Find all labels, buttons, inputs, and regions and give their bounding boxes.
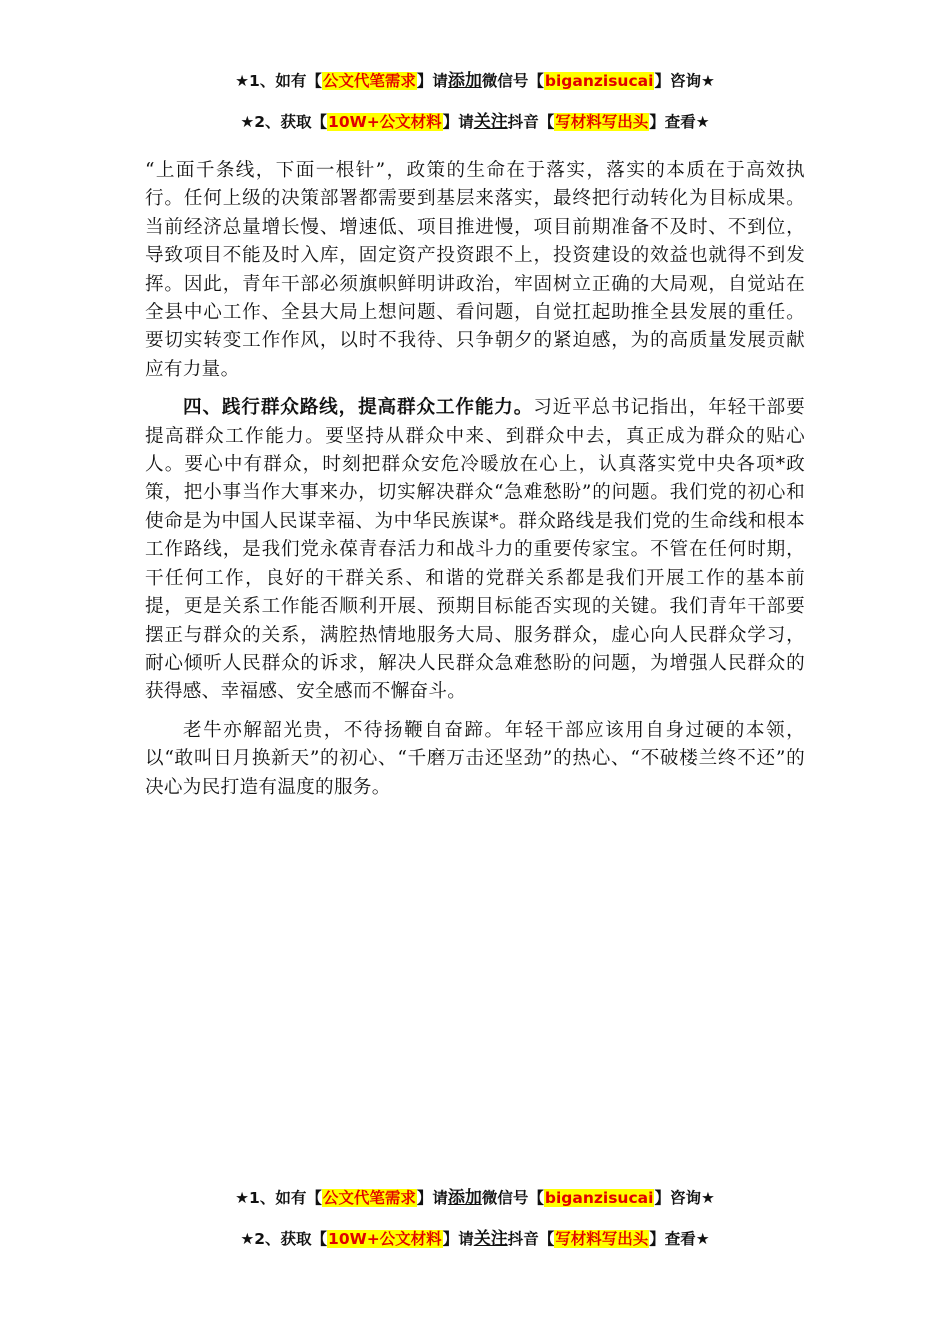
underlined-follow-text: 关注: [473, 112, 508, 132]
highlight-ghostwriting-service: 公文代笔需求: [322, 1189, 416, 1207]
banner-text: 】咨询★: [654, 72, 715, 90]
highlight-ghostwriting-service: 公文代笔需求: [322, 72, 416, 90]
banner-text: 】请: [442, 1230, 474, 1248]
banner-text: 】查看★: [649, 113, 710, 131]
header-banner-line-1: [0, 71, 950, 91]
body-paragraph-3: 老牛亦解韶光贵，不待扬鞭自奋蹄。年轻干部应该用自身过硬的本领，以“敢叫日月换新天”的初心、“千磨万击还坚劲”的热心、“不破楼兰终不还”的决心为民打造有温度的服务。: [145, 719, 805, 798]
highlight-materials: 10W+公文材料: [328, 1230, 442, 1248]
banner-text: ★2、获取【: [240, 113, 328, 131]
banner-text: ★1、如有【: [235, 1189, 322, 1207]
section-four-text: 习近平总书记指出，年轻干部要提高群众工作能力。要坚持从群众中来、到群众中去，真正成为群众的贴心人。要心中有群众，时刻把群众安危冷暖放在心上，认真落实党中央各项*政策，把小事当作大事来办，切实解决群众“急难愁盼”的问题。我们党的初心和使命是为中国人民谋幸福、为中华民族谋*。群众路线是我们党的生命线和根本工作路线，是我们党永葆青春活力和战斗力的重要传家宝。不管在任何时期，干任何工作，良好的干群关系、和谐的党群关系都是我们开展工作的基本前提，更是关系工作能否顺利开展、预期目标能否实现的关键。我们青年干部要摆正与群众的关系，满腔热情地服务大局、服务群众，虚心向人民群众学习，耐心倾听人民群众的诉求，解决人民群众急难愁盼的问题，为增强人民群众的获得感、幸福感、安全感而不懈奋斗。: [145, 397, 805, 703]
banner-text: 】请: [416, 72, 448, 90]
banner-text: 】咨询★: [654, 1189, 715, 1207]
highlight-wechat-id: biganzisucai: [544, 1189, 654, 1207]
underlined-add-text: 添加: [447, 71, 482, 91]
banner-text: 】查看★: [649, 1230, 710, 1248]
banner-text: ★2、获取【: [240, 1230, 328, 1248]
highlight-douyin-account: 写材料写出头: [555, 1230, 649, 1248]
body-paragraph-1: “上面千条线，下面一根针”，政策的生命在于落实，落实的本质在于高效执行。任何上级的决策部署都需要到基层来落实，最终把行动转化为目标成果。当前经济总量增长慢、增速低、项目推进慢，项目前期准备不及时、不到位，导致项目不能及时入库，固定资产投资跟不上，投资建设的效益也就得不到发挥。因此，青年干部必须旗帜鲜明讲政治，牢固树立正确的大局观，自觉站在全县中心工作、全县大局上想问题、看问题，自觉扛起助推全县发展的重任。要切实转变工作作风，以时不我待、只争朝夕的紧迫感，为的高质量发展贡献应有力量。: [145, 160, 805, 380]
underlined-add-text: 添加: [447, 1188, 482, 1208]
underlined-follow-text: 关注: [473, 1229, 508, 1249]
banner-text: 抖音【: [507, 1230, 555, 1248]
header-banner-line-2: [0, 112, 950, 132]
banner-text: 】请: [416, 1189, 448, 1207]
banner-text: ★1、如有【: [235, 72, 322, 90]
highlight-wechat-id: biganzisucai: [544, 72, 654, 90]
body-paragraph-2: [145, 394, 805, 706]
banner-text: 抖音【: [507, 113, 555, 131]
highlight-materials: 10W+公文材料: [328, 113, 442, 131]
banner-text: 微信号【: [481, 72, 544, 90]
section-heading-four: 四、践行群众路线，提高群众工作能力。: [183, 397, 534, 419]
banner-text: 微信号【: [481, 1189, 544, 1207]
document-body: [145, 157, 805, 812]
banner-text: 】请: [442, 113, 474, 131]
footer-banner-line-1: [0, 1188, 950, 1208]
footer-banner-line-2: [0, 1229, 950, 1249]
highlight-douyin-account: 写材料写出头: [555, 113, 649, 131]
